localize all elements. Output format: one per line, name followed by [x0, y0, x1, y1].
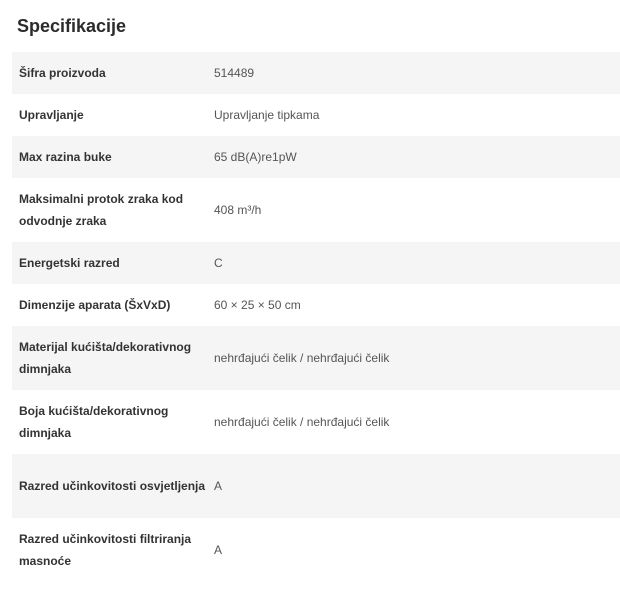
- spec-value: nehrđajući čelik / nehrđajući čelik: [214, 415, 390, 429]
- spec-row-housing-color: [12, 390, 620, 454]
- spec-label: Materijal kućišta/dekorativnog dimnjaka: [19, 340, 192, 376]
- spec-row-control: [12, 94, 620, 136]
- spec-label: Max razina buke: [19, 150, 112, 164]
- spec-label: Šifra proizvoda: [19, 66, 106, 80]
- spec-label: Boja kućišta/dekorativnog dimnjaka: [19, 404, 169, 440]
- spec-value: Upravljanje tipkama: [214, 108, 320, 122]
- spec-row-housing-material: [12, 326, 620, 390]
- spec-value: A: [214, 543, 223, 557]
- spec-value: A: [214, 479, 223, 493]
- spec-value: 514489: [214, 66, 255, 80]
- spec-label: Upravljanje: [19, 108, 84, 122]
- spec-value: 60 × 25 × 50 cm: [214, 298, 301, 312]
- spec-value: C: [214, 256, 223, 270]
- spec-row-product-code: [12, 52, 620, 94]
- spec-value: nehrđajući čelik / nehrđajući čelik: [214, 351, 390, 365]
- spec-value: 65 dB(A)re1pW: [214, 150, 297, 164]
- spec-row-energy-class: [12, 242, 620, 284]
- spec-value: 408 m³/h: [214, 203, 262, 217]
- spec-row-grease-filter-efficiency: [12, 518, 620, 582]
- spec-label: Razred učinkovitosti filtriranja masnoće: [19, 532, 192, 568]
- specifications-title: Specifikacije: [17, 16, 127, 36]
- specifications-table: [12, 52, 620, 582]
- spec-label: Dimenzije aparata (ŠxVxD): [19, 298, 171, 312]
- spec-label: Razred učinkovitosti osvjetljenja: [19, 479, 206, 493]
- spec-label: Energetski razred: [19, 256, 120, 270]
- spec-row-lighting-efficiency: [12, 454, 620, 518]
- spec-row-max-airflow: [12, 178, 620, 242]
- spec-label: Maksimalni protok zraka kod odvodnje zraka: [19, 192, 184, 228]
- spec-row-dimensions: [12, 284, 620, 326]
- spec-row-max-noise: [12, 136, 620, 178]
